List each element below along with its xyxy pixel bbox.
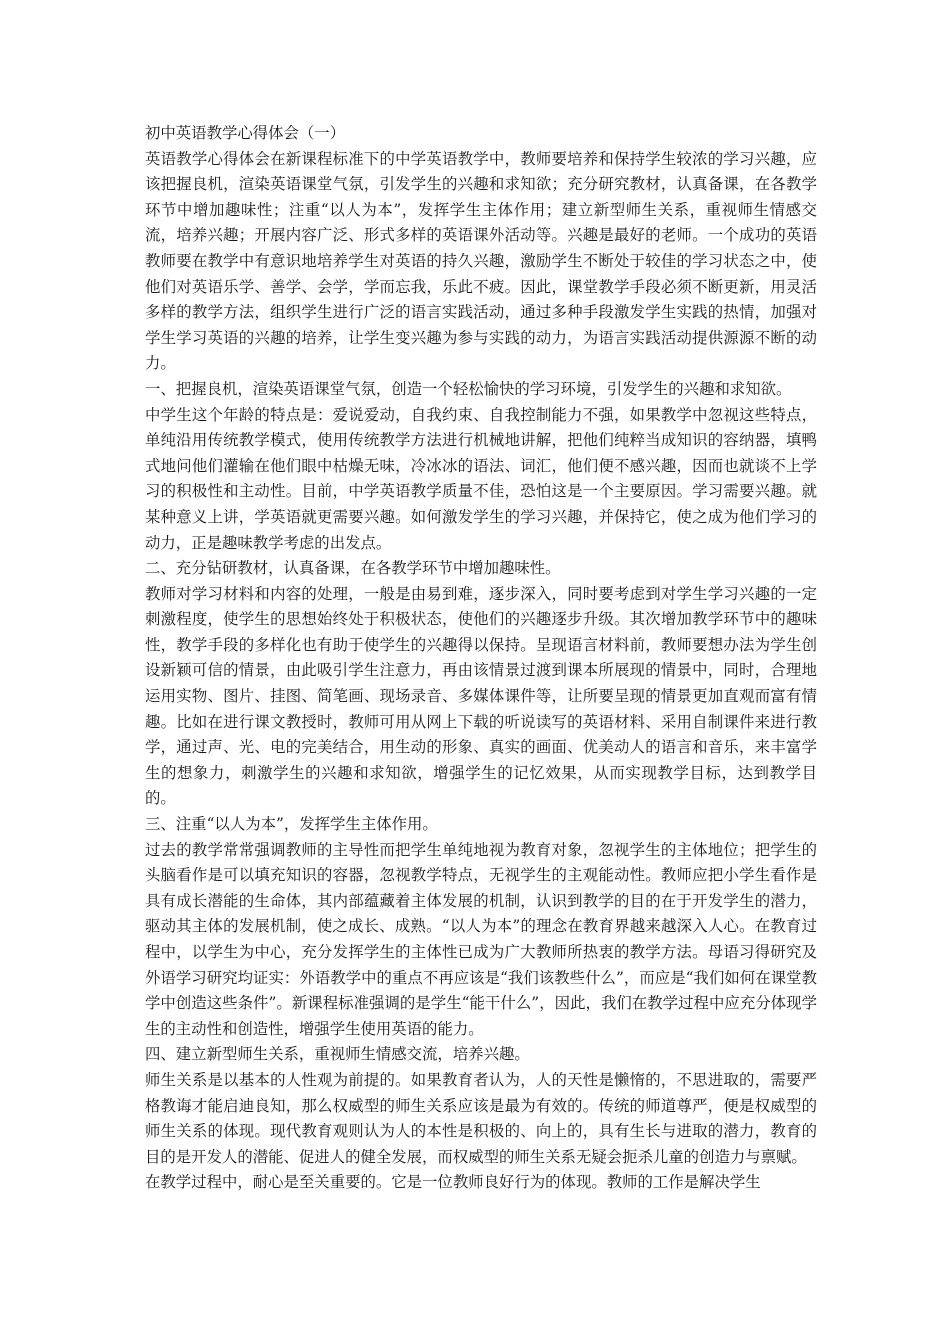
document-body: [145, 121, 817, 1196]
section-1-paragraph: 中学生这个年龄的特点是：爱说爱动，自我约束、自我控制能力不强，如果教学中忽视这些特点，单纯沿用传统教学模式，使用传统教学方法进行机械地讲解，把他们纯粹当成知识的容纳器，填鸭式地问他们灌输在他们眼中枯燥无味，冷冰冰的语法、词汇，他们便不感兴趣，因而也就谈不上学习的积极性和主动性。目前，中学英语教学质量不佳，恐怕这是一个主要原因。学习需要兴趣。就某种意义上讲，学英语就更需要兴趣。如何激发学生的学习兴趣，并保持它，使之成为他们学习的动力，正是趣味教学考虑的出发点。: [145, 405, 817, 552]
section-3-heading: 三、注重“以人为本”，发挥学生主体作用。: [145, 815, 438, 834]
section-3-paragraph: 过去的教学常常强调教师的主导性而把学生单纯地视为教育对象，忽视学生的主体地位；把学生的头脑看作是可以填充知识的容器，忽视教学特点，无视学生的主观能动性。教师应把小学生看作是具有成长潜能的生命体，其内部蕴藏着主体发展的机制，认识到教学的目的在于开发学生的潜力，驱动其主体的发展机制，使之成长、成熟。“以人为本”的理念在教育界越来越深入人心。在教育过程中，以学生为中心，充分发挥学生的主体性已成为广大教师所热衷的教学方法。母语习得研究及外语学习研究均证实：外语教学中的重点不再应该是“我们该教些什么”，而应是“我们如何在课堂教学中创造这些条件”。新课程标准强调的是学生“能干什么”，因此，我们在教学过程中应充分体现学生的主动性和创造性，增强学生使用英语的能力。: [145, 840, 817, 1038]
section-2-paragraph: 教师对学习材料和内容的处理，一般是由易到难，逐步深入，同时要考虑到对学生学习兴趣的一定刺激程度，使学生的思想始终处于积极状态，使他们的兴趣逐步升级。其次增加教学环节中的趣味性，教学手段的多样化也有助于使学生的兴趣得以保持。呈现语言材料前，教师要想办法为学生创设新颖可信的情景，由此吸引学生注意力，再由该情景过渡到课本所展现的情景中，同时，合理地运用实物、图片、挂图、简笔画、现场录音、多媒体课件等，让所要呈现的情景更加直观而富有情趣。比如在进行课文教授时，教师可用从网上下载的听说读写的英语材料、采用自制课件来进行教学，通过声、光、电的完美结合，用生动的形象、真实的画面、优美动人的语言和音乐，来丰富学生的想象力，刺激学生的兴趣和求知欲，增强学生的记忆效果，从而实现教学目标，达到教学目的。: [145, 584, 817, 808]
section-4-heading: 四、建立新型师生关系，重视师生情感交流，培养兴趣。: [145, 1045, 530, 1064]
section-1-heading: 一、把握良机，渲染英语课堂气氛，创造一个轻松愉快的学习环境，引发学生的兴趣和求知欲。: [145, 379, 792, 398]
intro-paragraph: 英语教学心得体会在新课程标准下的中学英语教学中，教师要培养和保持学生较浓的学习兴趣，应该把握良机，渲染英语课堂气氛，引发学生的兴趣和求知欲；充分研究教材，认真备课，在各教学环节中增加趣味性；注重“以人为本”，发挥学生主体作用；建立新型师生关系，重视师生情感交流，培养兴趣；开展内容广泛、形式多样的英语课外活动等。兴趣是最好的老师。一个成功的英语教师要在教学中有意识地培养学生对英语的持久兴趣，激励学生不断处于较佳的学习状态之中，使他们对英语乐学、善学、会学，学而忘我，乐此不疲。因此，课堂教学手段必须不断更新，用灵活多样的教学方法，组织学生进行广泛的语言实践活动，通过多种手段激发学生实践的热情，加强对学生学习英语的兴趣的培养，让学生变兴趣为参与实践的动力，为语言实践活动提供源源不断的动力。: [145, 149, 817, 373]
section-2-heading: 二、充分钻研教材，认真备课，在各教学环节中增加趣味性。: [145, 559, 561, 578]
document-title: 初中英语教学心得体会（一）: [145, 124, 346, 142]
section-4-paragraph: 师生关系是以基本的人性观为前提的。如果教育者认为，人的天性是懒惰的，不思进取的，需要严格教诲才能启迪良知，那么权威型的师生关系应该是最为有效的。传统的师道尊严，便是权威型的师生关系的体现。现代教育观则认为人的本性是积极的、向上的，具有生长与进取的潜力，教育的目的是开发人的潜能、促进人的健全发展，而权威型的师生关系无疑会扼杀儿童的创造力与禀赋。: [145, 1070, 817, 1166]
section-4-paragraph-continued: 在教学过程中，耐心是至关重要的。它是一位教师良好行为的体现。教师的工作是解决学生: [145, 1173, 761, 1192]
